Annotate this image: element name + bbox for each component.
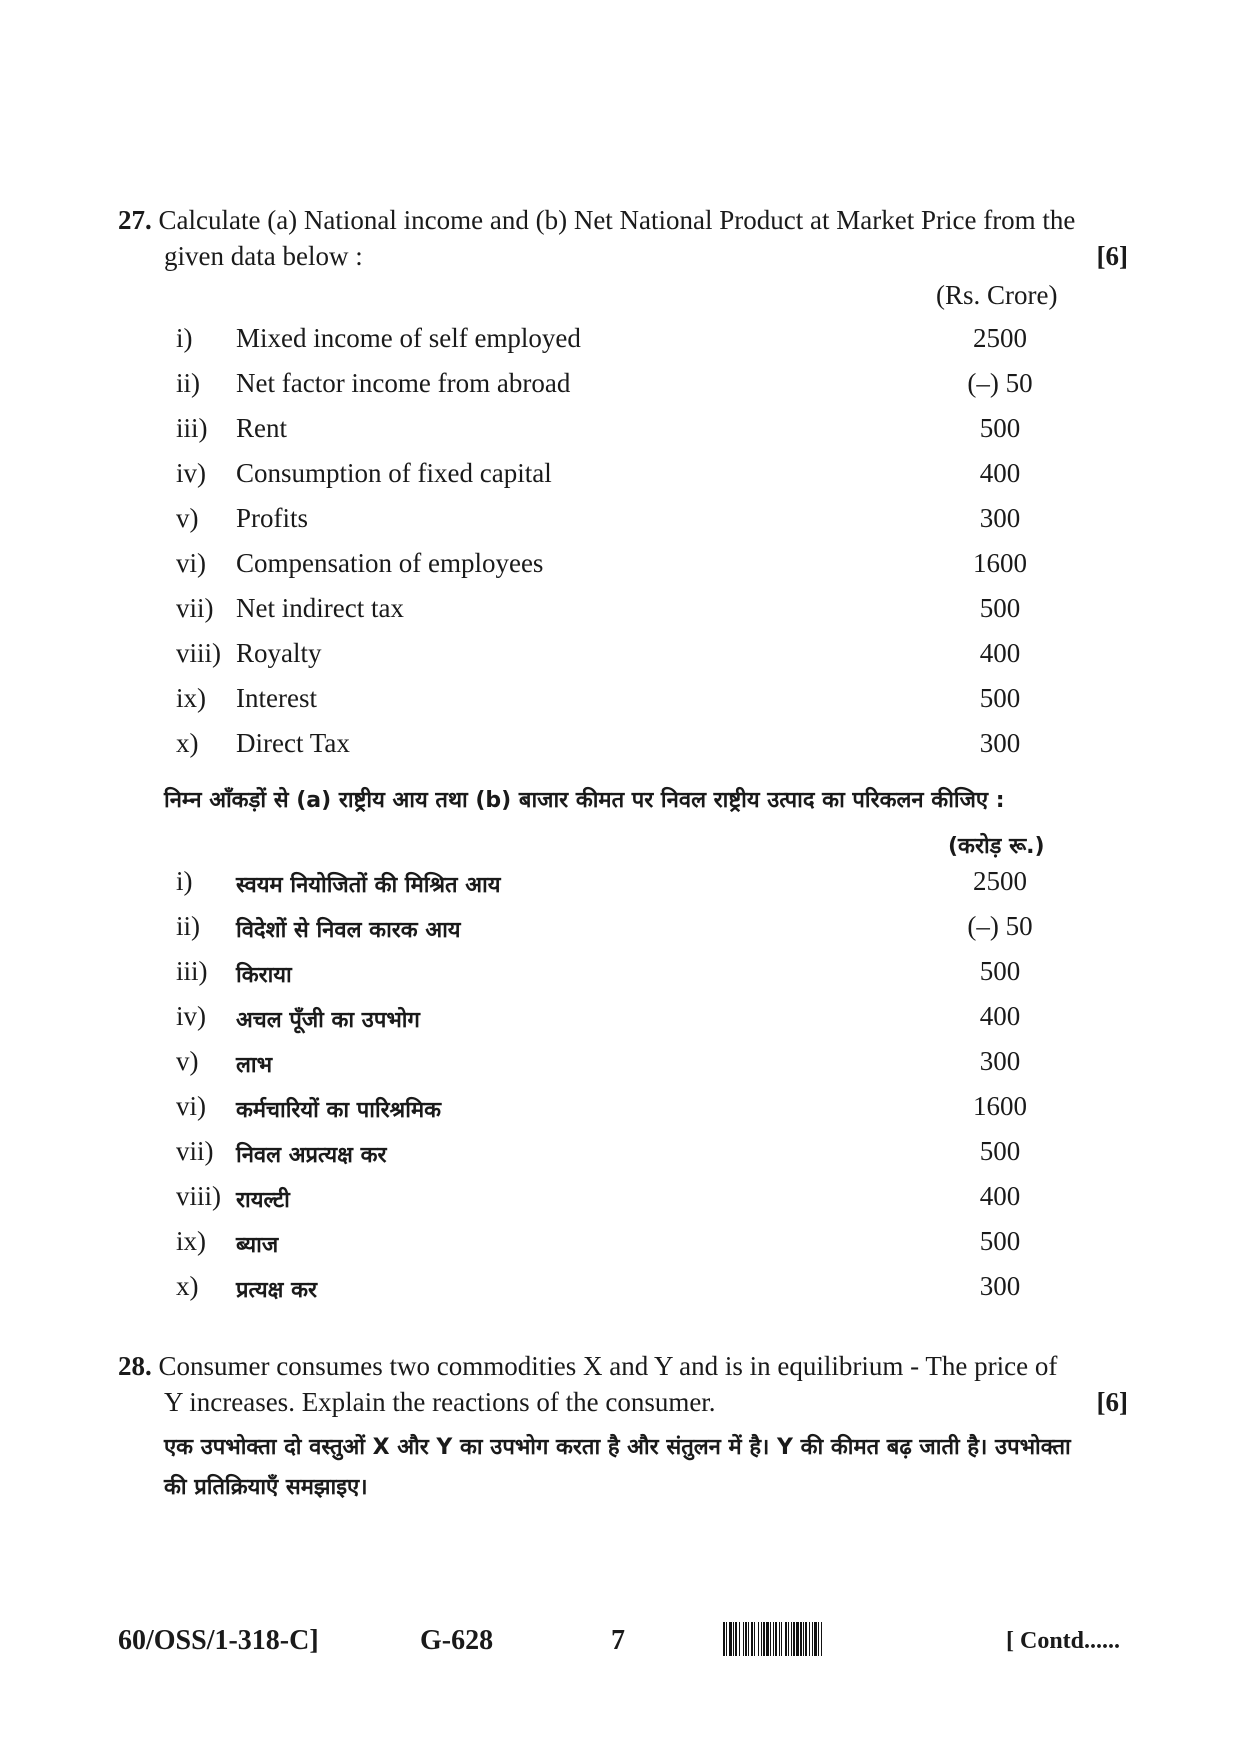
- item-label: Net indirect tax: [236, 593, 404, 623]
- item-number: v): [176, 503, 199, 533]
- table-row: [0, 683, 1240, 723]
- table-row: [0, 548, 1240, 588]
- item-number: ix): [176, 683, 206, 713]
- question-text-hindi-28: [164, 1428, 1124, 1508]
- question-text-hindi: निम्न आँकड़ों से (a) राष्ट्रीय आय तथा (b) बाजार कीमत पर निवल राष्ट्रीय उत्पाद का परिकलन कीजिए :: [164, 788, 1005, 813]
- item-label: कर्मचारियों का पारिश्रमिक: [236, 1098, 442, 1123]
- question-text: Calculate (a) National income and (b) Net National Product at Market Price from the: [158, 205, 1076, 235]
- table-row: [0, 413, 1240, 453]
- paper-code: 60/OSS/1-318-C]: [118, 1625, 319, 1656]
- barcode: [723, 1622, 947, 1656]
- item-label: Net factor income from abroad: [236, 368, 571, 398]
- table-row: [0, 1046, 1240, 1086]
- item-number: ii): [176, 368, 200, 398]
- item-number: ii): [176, 911, 200, 941]
- question-28: [118, 1348, 1128, 1420]
- question-number: 28.: [118, 1351, 152, 1381]
- item-number: vii): [176, 1136, 214, 1166]
- marks-label: [6]: [1096, 241, 1128, 271]
- item-label: किराया: [236, 963, 292, 988]
- item-number: v): [176, 1046, 199, 1076]
- continued-label: [ Contd......: [1006, 1628, 1121, 1654]
- table-row: [0, 1181, 1240, 1221]
- item-number: iv): [176, 458, 206, 488]
- hindi-line: एक उपभोक्ता दो वस्तुओं X और Y का उपभोग करता है और संतुलन में है। Y की कीमत बढ़ जाती है। उपभोक्ता: [164, 1435, 1071, 1460]
- item-label: Royalty: [236, 638, 322, 668]
- question-number: 27.: [118, 205, 152, 235]
- item-number: i): [176, 866, 193, 896]
- item-label: Consumption of fixed capital: [236, 458, 552, 488]
- item-number: iii): [176, 956, 208, 986]
- item-number: x): [176, 1271, 199, 1301]
- table-row: [0, 323, 1240, 363]
- marks-label: [6]: [1096, 1387, 1128, 1417]
- item-number: iii): [176, 413, 208, 443]
- item-value: 400: [979, 638, 1021, 668]
- table-row: [0, 1091, 1240, 1131]
- table-row: [0, 368, 1240, 408]
- item-value: (–) 50: [967, 911, 1033, 941]
- table-row: [0, 956, 1240, 996]
- item-value: 300: [979, 728, 1021, 758]
- table-row: [0, 1226, 1240, 1266]
- item-number: viii): [176, 638, 221, 668]
- table-row: [0, 911, 1240, 951]
- table-row: [0, 1001, 1240, 1041]
- item-number: iv): [176, 1001, 206, 1031]
- item-value: 1600: [973, 548, 1027, 578]
- question-text: Consumer consumes two commodities X and Y and is in equilibrium - The price of: [158, 1351, 1058, 1381]
- table-row: [0, 1136, 1240, 1176]
- item-label: Interest: [236, 683, 317, 713]
- table-row: [0, 638, 1240, 678]
- item-label: निवल अप्रत्यक्ष कर: [236, 1143, 387, 1168]
- item-value: (–) 50: [967, 368, 1033, 398]
- page-number: 7: [611, 1625, 625, 1656]
- item-label: Compensation of employees: [236, 548, 544, 578]
- table-row: [0, 458, 1240, 498]
- item-value: 500: [979, 413, 1021, 443]
- item-number: viii): [176, 1181, 221, 1211]
- item-label: लाभ: [236, 1053, 273, 1078]
- item-value: 300: [979, 1271, 1021, 1301]
- item-value: 300: [979, 1046, 1021, 1076]
- item-label: Profits: [236, 503, 309, 533]
- item-value: 1600: [973, 1091, 1027, 1121]
- question-text-cont: given data below :: [164, 241, 363, 271]
- barcode-bar: [822, 1622, 824, 1656]
- unit-label-hi: (करोड़ रू.): [948, 834, 1045, 859]
- item-value: 400: [979, 1001, 1021, 1031]
- table-row: [0, 866, 1240, 906]
- question-text-cont: Y increases. Explain the reactions of the consumer.: [164, 1387, 716, 1417]
- item-label: ब्याज: [236, 1233, 279, 1258]
- item-number: vi): [176, 548, 206, 578]
- paper-series: G-628: [420, 1625, 494, 1656]
- item-label: प्रत्यक्ष कर: [236, 1278, 317, 1303]
- item-label: Direct Tax: [236, 728, 350, 758]
- item-label: स्वयम नियोजितों की मिश्रित आय: [236, 873, 501, 898]
- item-label: विदेशों से निवल कारक आय: [236, 918, 461, 943]
- item-label: रायल्टी: [236, 1188, 290, 1213]
- item-value: 500: [979, 956, 1021, 986]
- item-number: x): [176, 728, 199, 758]
- item-number: vi): [176, 1091, 206, 1121]
- table-row: [0, 728, 1240, 768]
- table-row: [0, 1271, 1240, 1311]
- table-row: [0, 593, 1240, 633]
- item-value: 500: [979, 1226, 1021, 1256]
- item-value: 500: [979, 593, 1021, 623]
- question-27: [118, 202, 1128, 274]
- item-label: Mixed income of self employed: [236, 323, 581, 353]
- table-row: [0, 503, 1240, 543]
- item-number: i): [176, 323, 193, 353]
- hindi-line: की प्रतिक्रियाएँ समझाइए।: [164, 1475, 368, 1500]
- item-label: अचल पूँजी का उपभोग: [236, 1008, 420, 1033]
- item-value: 400: [979, 458, 1021, 488]
- item-number: ix): [176, 1226, 206, 1256]
- item-value: 2500: [973, 323, 1027, 353]
- item-value: 300: [979, 503, 1021, 533]
- unit-label-en: (Rs. Crore): [936, 280, 1058, 310]
- item-value: 400: [979, 1181, 1021, 1211]
- item-value: 500: [979, 1136, 1021, 1166]
- item-number: vii): [176, 593, 214, 623]
- item-value: 2500: [973, 866, 1027, 896]
- item-value: 500: [979, 683, 1021, 713]
- item-label: Rent: [236, 413, 287, 443]
